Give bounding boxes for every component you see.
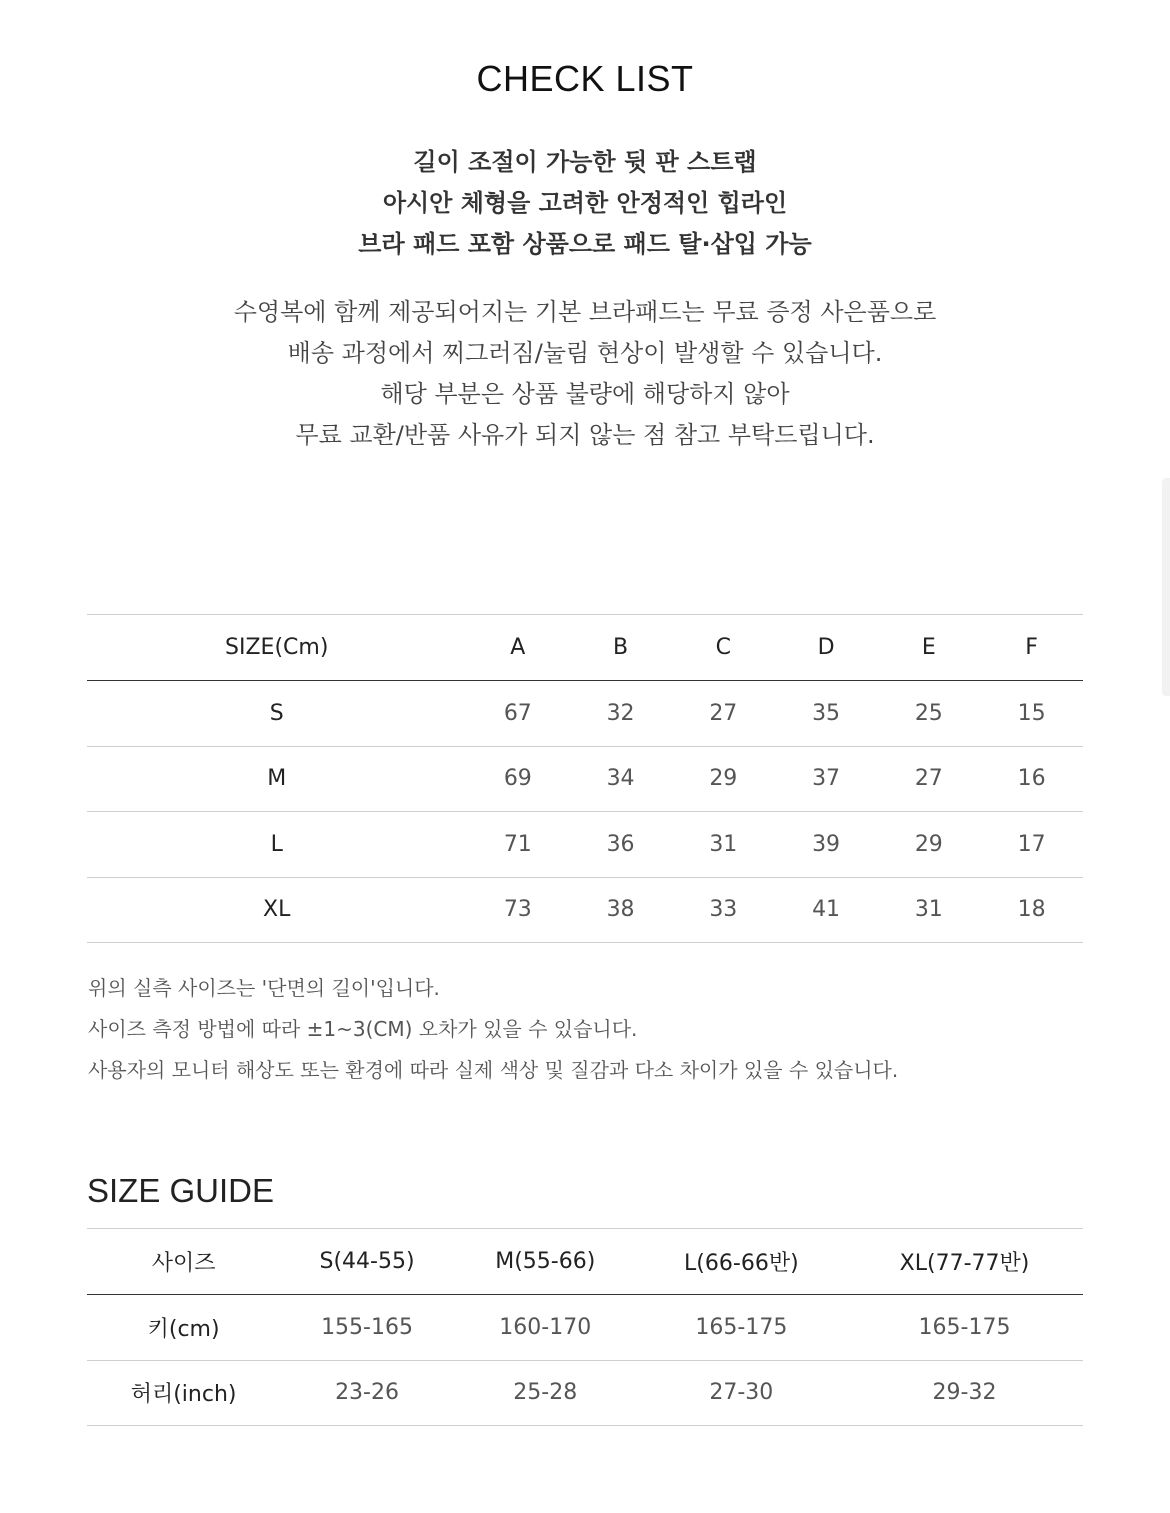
table-row [87,1295,1083,1361]
table-cell: 165-175 [846,1295,1083,1361]
table-cell: 29-32 [846,1360,1083,1426]
table-cell: 37 [775,746,878,812]
table-cell: 29 [877,812,980,878]
table-row [87,681,1083,747]
row-label: L [87,812,466,878]
feature-item: 아시안 체형을 고려한 안정적인 힙라인 [382,189,788,217]
feature-list [0,142,1170,265]
pad-notice [0,292,1170,456]
table-cell: 25 [877,681,980,747]
table-cell: 25-28 [454,1360,637,1426]
row-label: M [87,746,466,812]
table-cell: 23-26 [280,1360,454,1426]
table-header-row [87,615,1083,681]
table-cell: 31 [877,877,980,943]
table-cell: 35 [775,681,878,747]
table-cell: 17 [980,812,1083,878]
table-cell: 155-165 [280,1295,454,1361]
header-size: SIZE(Cm) [87,615,466,681]
header-l: L(66-66반) [637,1229,846,1295]
row-label: XL [87,877,466,943]
table-cell: 33 [672,877,775,943]
remark-line: 사이즈 측정 방법에 따라 ±1~3(CM) 오차가 있을 수 있습니다. [88,1017,638,1041]
feature-item: 브라 패드 포함 상품으로 패드 탈·삽입 가능 [358,230,812,258]
table-cell: 39 [775,812,878,878]
table-cell: 27 [672,681,775,747]
table-cell: 16 [980,746,1083,812]
notice-line: 배송 과정에서 찌그러짐/눌림 현상이 발생할 수 있습니다. [287,339,883,367]
table-cell: 36 [569,812,672,878]
header-c: C [672,615,775,681]
scrollbar[interactable] [1162,478,1170,696]
table-cell: 38 [569,877,672,943]
table-cell: 27 [877,746,980,812]
size-guide-title: SIZE GUIDE [87,1172,275,1209]
table-row [87,746,1083,812]
row-label-waist: 허리(inch) [87,1360,280,1426]
feature-item: 길이 조절이 가능한 뒷 판 스트랩 [413,148,757,176]
table-row [87,877,1083,943]
table-cell: 73 [466,877,569,943]
remark-line: 사용자의 모니터 해상도 또는 환경에 따라 실제 색상 및 질감과 다소 차이가 있을 수 있습니다. [88,1058,899,1082]
table-cell: 31 [672,812,775,878]
header-m: M(55-66) [454,1229,637,1295]
remark-line: 위의 실측 사이즈는 '단면의 길이'입니다. [88,976,440,1000]
table-row [87,1360,1083,1426]
row-label-height: 키(cm) [87,1295,280,1361]
table-row [87,812,1083,878]
table-cell: 15 [980,681,1083,747]
header-xl: XL(77-77반) [846,1229,1083,1295]
header-a: A [466,615,569,681]
table-cell: 27-30 [637,1360,846,1426]
header-size-label: 사이즈 [87,1229,280,1295]
table-cell: 71 [466,812,569,878]
table-cell: 34 [569,746,672,812]
header-f: F [980,615,1083,681]
header-b: B [569,615,672,681]
row-label: S [87,681,466,747]
table-cell: 165-175 [637,1295,846,1361]
table-cell: 69 [466,746,569,812]
notice-line: 무료 교환/반품 사유가 되지 않는 점 참고 부탁드립니다. [295,421,875,449]
notice-line: 해당 부분은 상품 불량에 해당하지 않아 [380,380,790,408]
table-cell: 32 [569,681,672,747]
size-guide-table [87,1228,1083,1426]
table-cell: 67 [466,681,569,747]
header-e: E [877,615,980,681]
table-cell: 160-170 [454,1295,637,1361]
notice-line: 수영복에 함께 제공되어지는 기본 브라패드는 무료 증정 사은품으로 [233,298,937,326]
table-cell: 29 [672,746,775,812]
size-measurement-table [87,614,1083,943]
check-list-title: CHECK LIST [476,58,694,99]
table-header-row [87,1229,1083,1295]
table-cell: 41 [775,877,878,943]
header-s: S(44-55) [280,1229,454,1295]
measurement-remarks [88,968,898,1091]
header-d: D [775,615,878,681]
table-cell: 18 [980,877,1083,943]
